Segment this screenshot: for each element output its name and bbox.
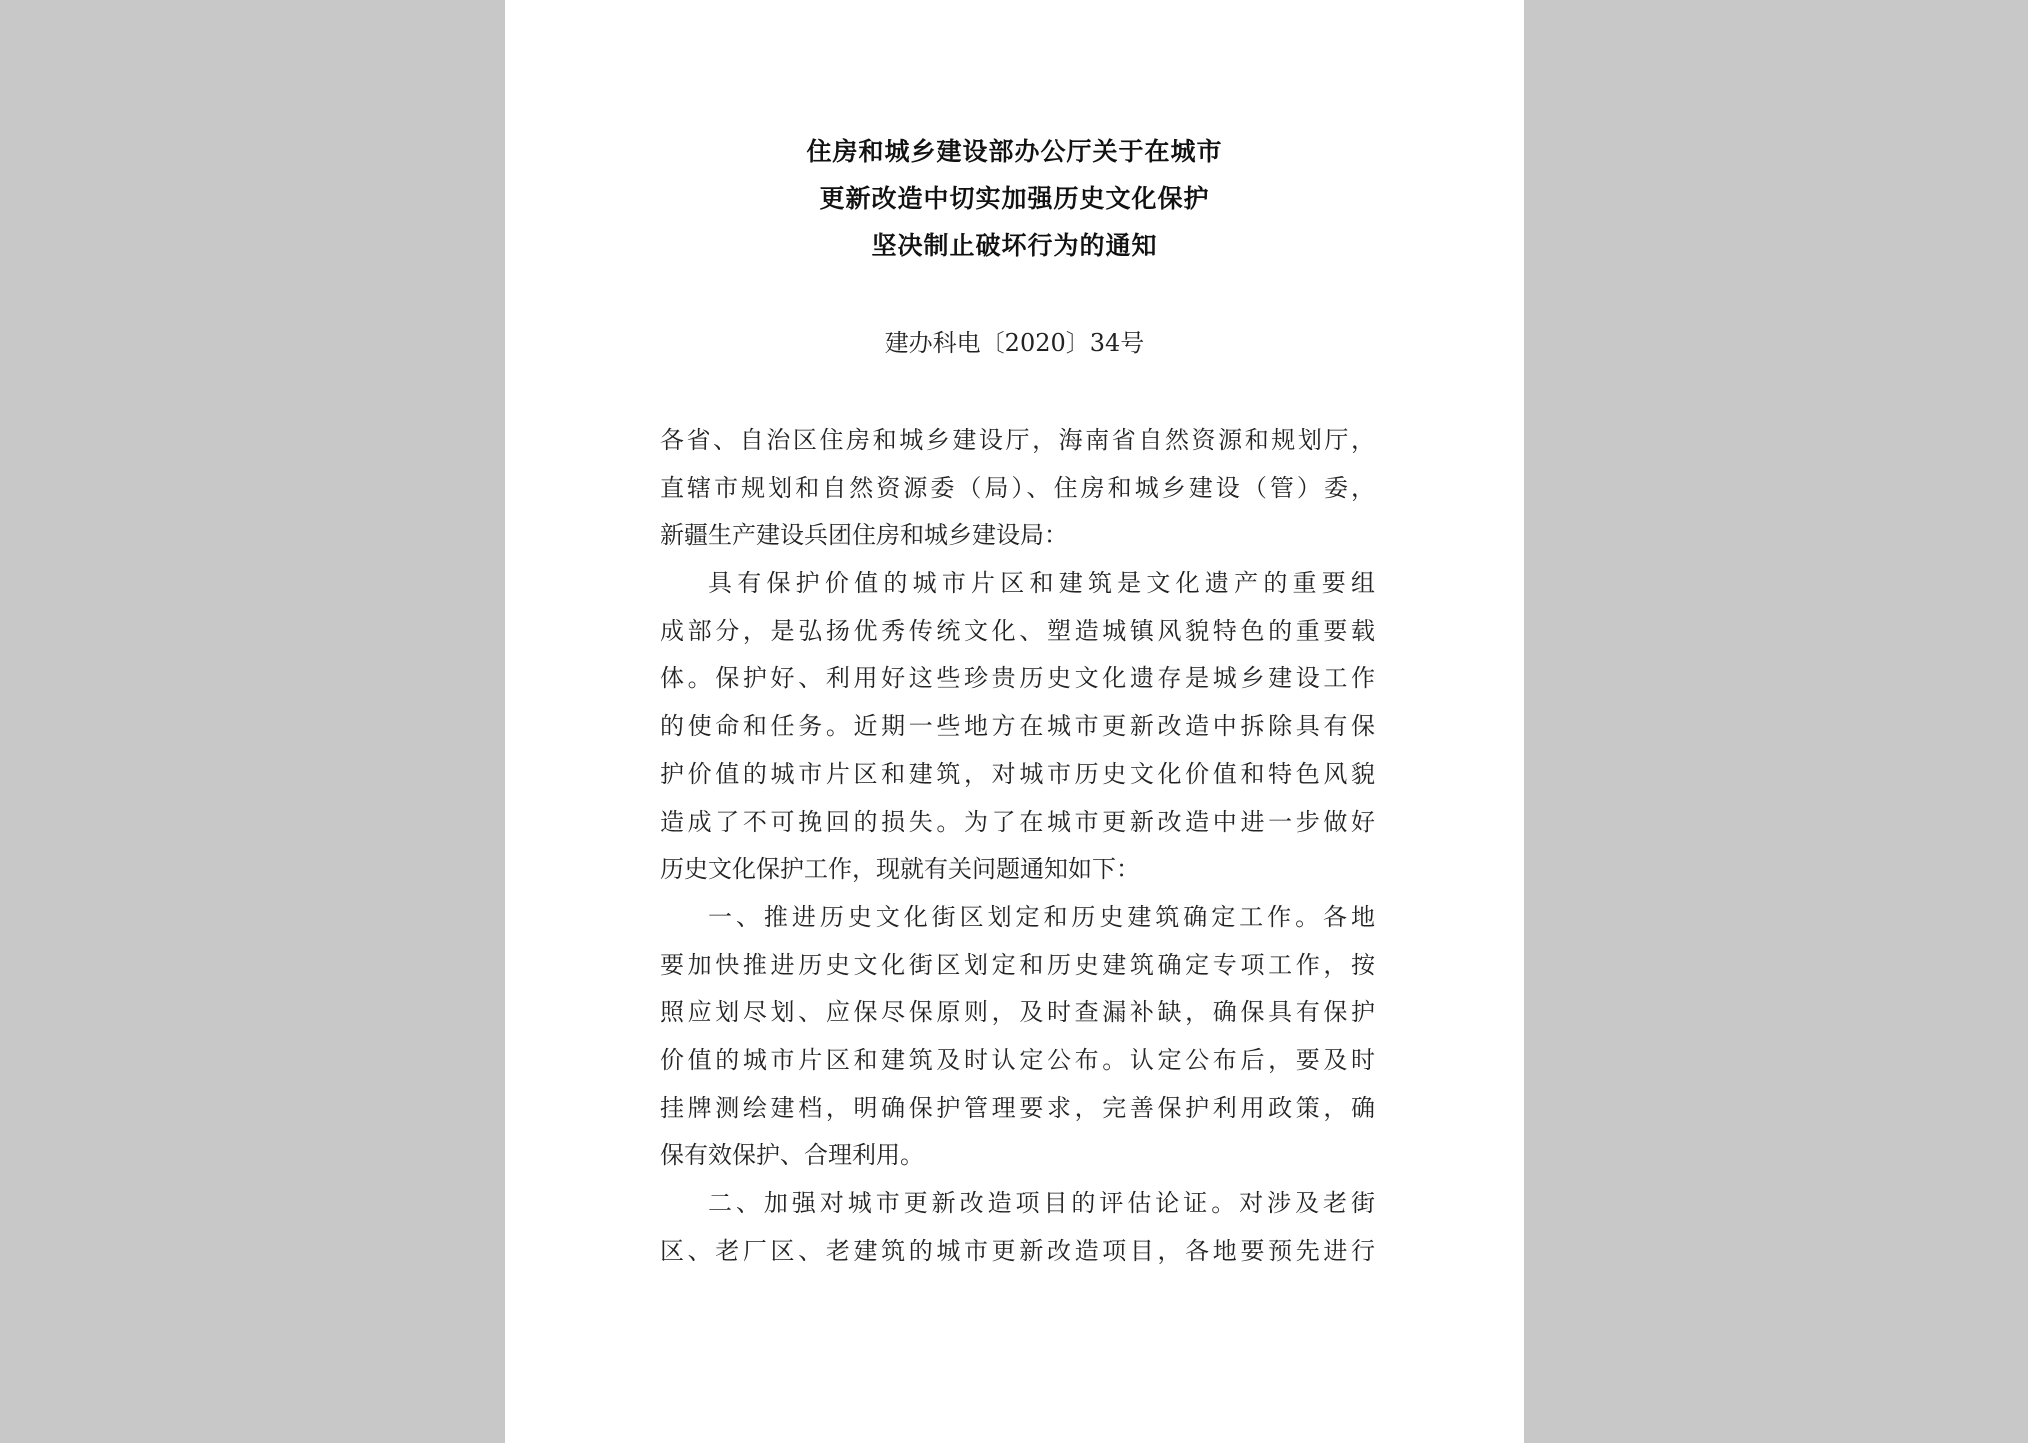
body-line-13: 照应划尽划、应保尽保原则，及时查漏补缺，确保具有保护 [660,998,1375,1027]
body-line-8: 护价值的城市片区和建筑，对城市历史文化价值和特色风貌 [660,759,1375,788]
document-body [660,417,1375,1275]
body-line-10: 历史文化保护工作，现就有关问题通知如下： [660,855,1140,884]
body-line-14: 价值的城市片区和建筑及时认定公布。认定公布后，要及时 [660,1045,1375,1074]
body-line-18: 区、老厂区、老建筑的城市更新改造项目，各地要预先进行 [660,1236,1375,1265]
document-number: 建办科电〔2020〕34号 [884,329,1145,357]
body-line-2: 直辖市规划和自然资源委（局）、住房和城乡建设（管）委， [660,473,1375,502]
body-line-15: 挂牌测绘建档，明确保护管理要求，完善保护利用政策，确 [660,1093,1375,1122]
body-line-11: 一、推进历史文化街区划定和历史建筑确定工作。各地 [708,902,1375,931]
body-line-1: 各省、自治区住房和城乡建设厅，海南省自然资源和规划厅， [660,426,1375,454]
body-line-9: 造成了不可挽回的损失。为了在城市更新改造中进一步做好 [660,807,1375,836]
title-line-3: 坚决制止破坏行为的通知 [871,231,1158,260]
body-line-7: 的使命和任务。近期一些地方在城市更新改造中拆除具有保 [660,712,1375,741]
title-line-2: 更新改造中切实加强历史文化保护 [819,184,1210,213]
body-line-17: 二、加强对城市更新改造项目的评估论证。对涉及老街 [708,1189,1375,1217]
body-line-16: 保有效保护、合理利用。 [660,1141,924,1170]
body-line-12: 要加快推进历史文化街区划定和历史建筑确定专项工作，按 [660,950,1375,979]
title-line-1: 住房和城乡建设部办公厅关于在城市 [806,137,1223,166]
document-title [505,128,1524,269]
body-line-6: 体。保护好、利用好这些珍贵历史文化遗存是城乡建设工作 [660,664,1375,693]
body-line-4: 具有保护价值的城市片区和建筑是文化遗产的重要组 [708,569,1375,598]
body-line-5: 成部分，是弘扬优秀传统文化、塑造城镇风貌特色的重要载 [660,616,1375,645]
body-line-3: 新疆生产建设兵团住房和城乡建设局： [660,521,1068,550]
document-page [505,0,1524,1443]
